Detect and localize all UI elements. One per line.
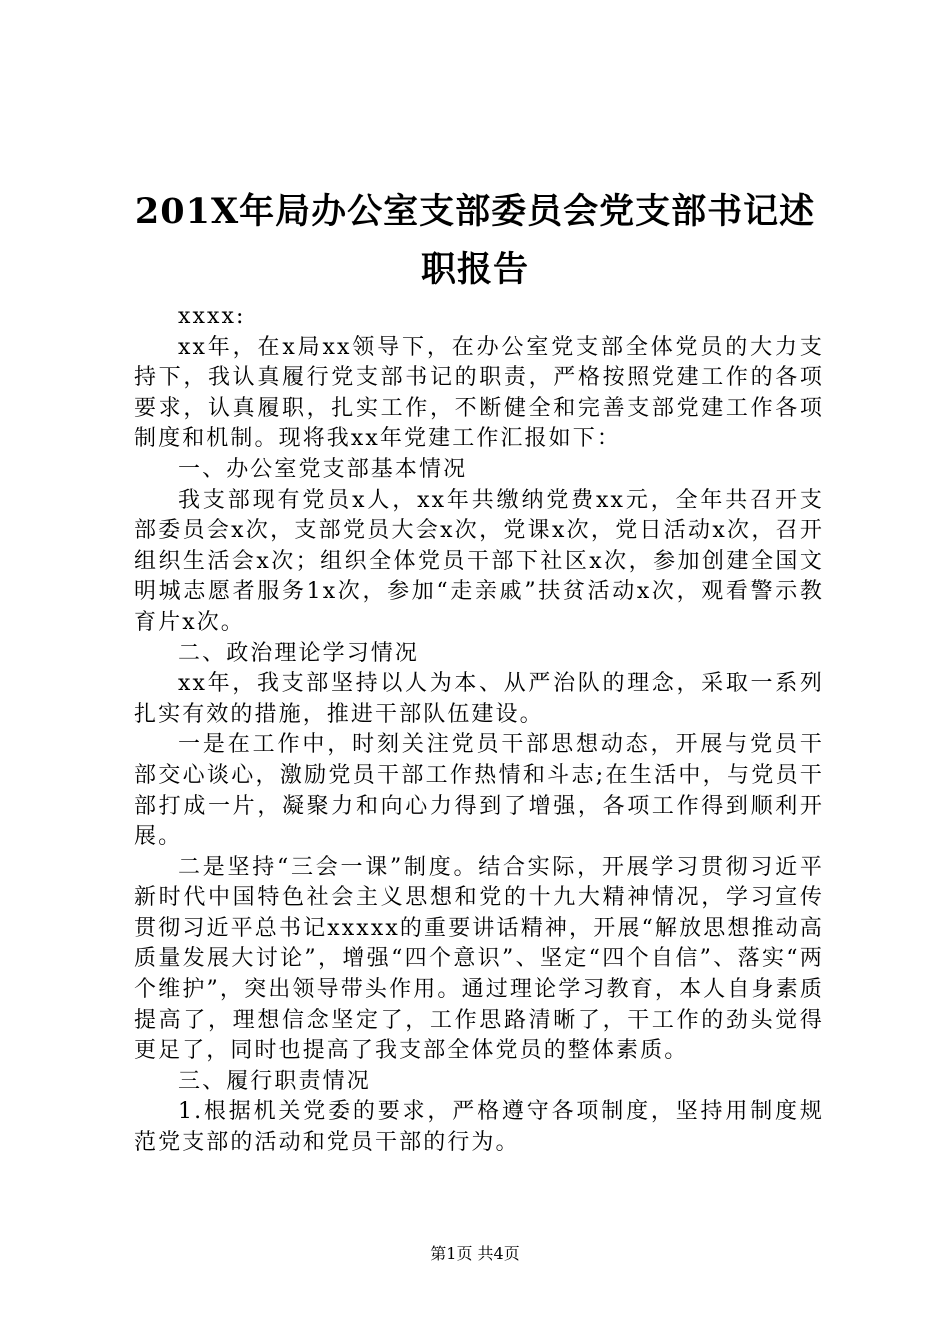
document-body (134, 302, 824, 1159)
paragraph: 我支部现有党员x人，xx年共缴纳党费xx元，全年共召开支部委员会x次，支部党员大会x次，党课x次，党日活动x次，召开组织生活会x次；组织全体党员干部下社区x次，参加创建全国文明城志愿者服务1x次，参加“走亲戚”扶贫活动x次，观看警示教育片x次。 (134, 487, 824, 635)
document-title: 201X年局办公室支部委员会党支部书记述职报告 (134, 191, 816, 290)
paragraph: 二是坚持“三会一课”制度。结合实际，开展学习贯彻习近平新时代中国特色社会主义思想和党的十九大精神情况，学习宣传贯彻习近平总书记xxxxx的重要讲话精神，开展“解放思想推动高质量发展大讨论”，增强“四个意识”、坚定“四个自信”、落实“两个维护”，突出领导带头作用。通过理论学习教育，本人自身素质提高了，理想信念坚定了，工作思路清晰了，干工作的劲头觉得更足了，同时也提高了我支部全体党员的整体素质。 (134, 854, 824, 1064)
intro-paragraph: xx年，在x局xx领导下，在办公室党支部全体党员的大力支持下，我认真履行党支部书记的职责，严格按照党建工作的各项要求，认真履职，扎实工作，不断健全和完善支部党建工作各项制度和机制。现将我xx年党建工作汇报如下： (134, 334, 824, 452)
paragraph: 一是在工作中，时刻关注党员干部思想动态，开展与党员干部交心谈心，激励党员干部工作热情和斗志;在生活中，与党员干部打成一片，凝聚力和向心力得到了增强，各项工作得到顺利开展。 (134, 732, 824, 850)
section-heading-2: 二、政治理论学习情况 (178, 640, 420, 666)
page-number: 第1页 共4页 (430, 1244, 520, 1263)
section-heading-1: 一、办公室党支部基本情况 (178, 456, 468, 482)
paragraph: xx年，我支部坚持以人为本、从严治队的理念，采取一系列扎实有效的措施，推进干部队伍建设。 (134, 671, 824, 727)
section-heading-3: 三、履行职责情况 (178, 1068, 371, 1094)
paragraph: 1.根据机关党委的要求，严格遵守各项制度，坚持用制度规范党支部的活动和党员干部的行为。 (134, 1099, 824, 1156)
salutation: xxxx: (178, 304, 246, 329)
